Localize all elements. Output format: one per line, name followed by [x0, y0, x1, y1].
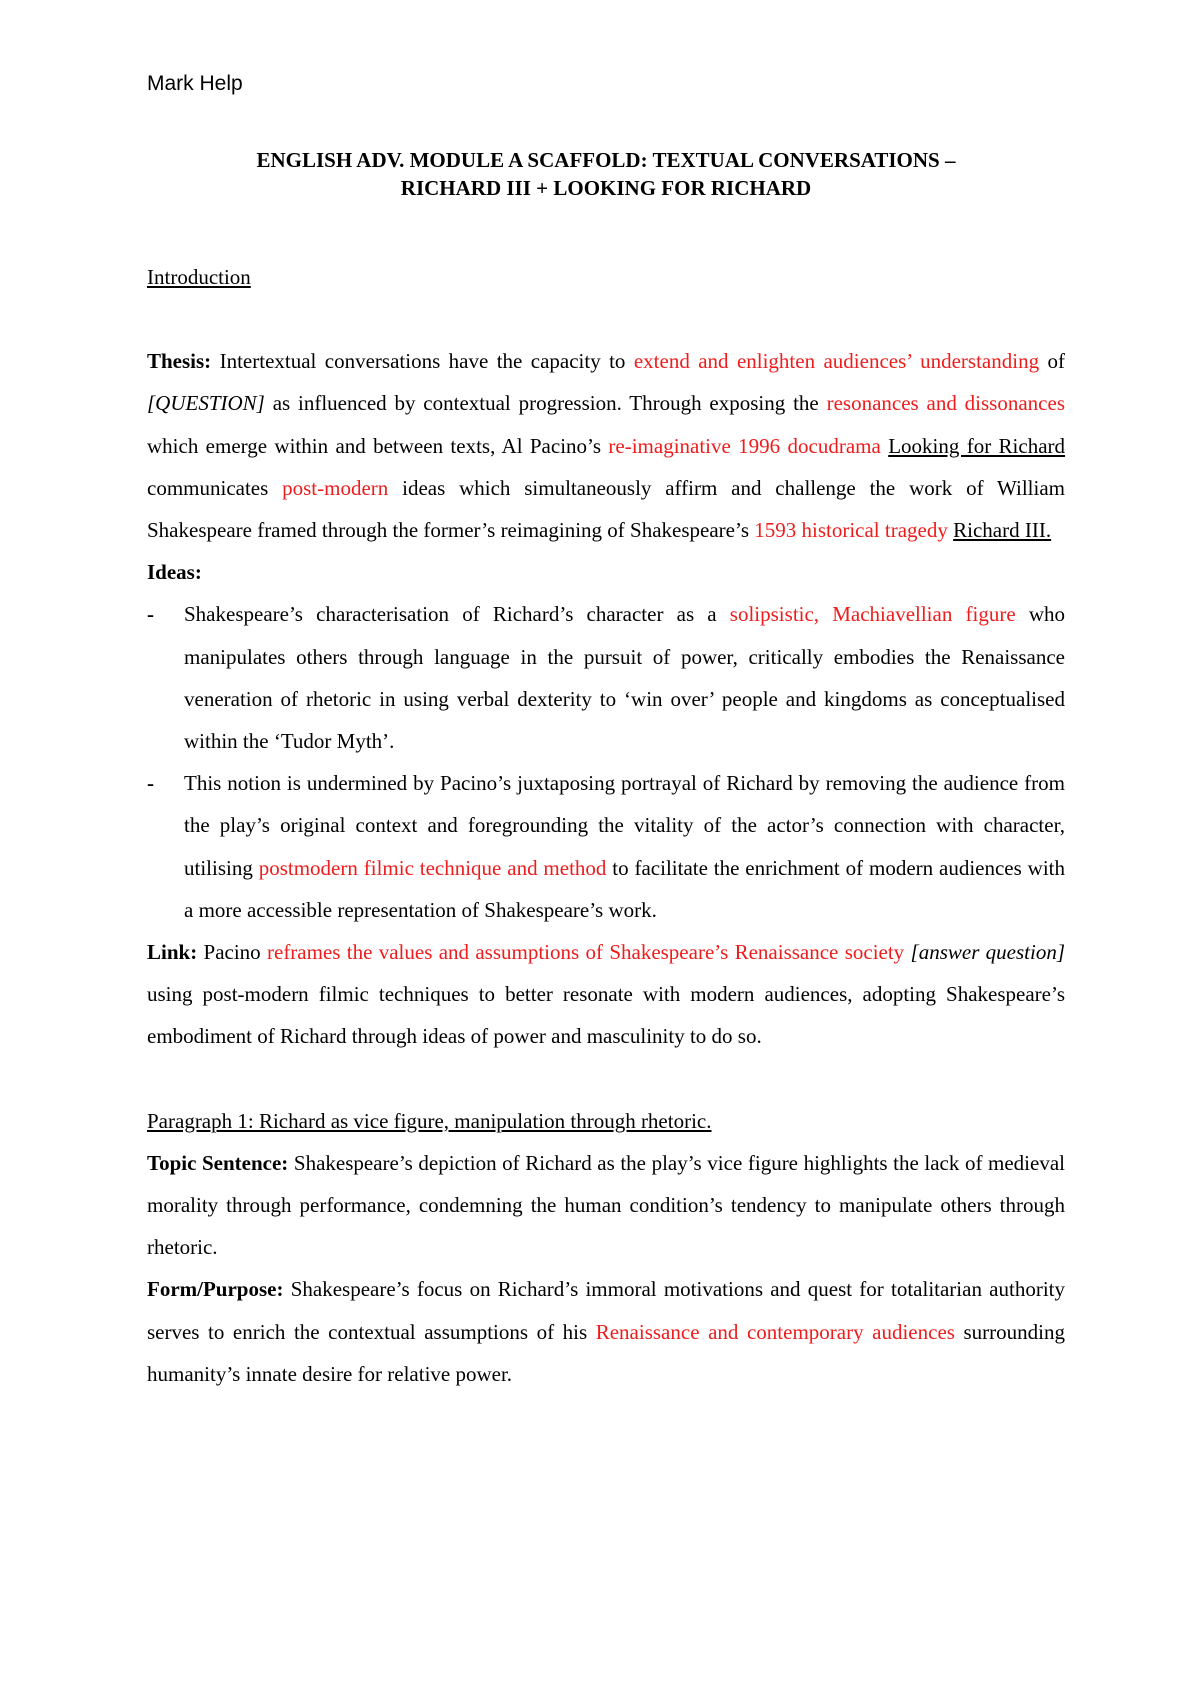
list-item	[147, 762, 1065, 931]
idea-highlight: postmodern filmic technique and method	[258, 855, 607, 880]
thesis-highlight: re-imaginative 1996 docudrama	[608, 433, 881, 458]
thesis-label: Thesis:	[147, 349, 212, 374]
title-line-1: ENGLISH ADV. MODULE A SCAFFOLD: TEXTUAL CONVERSATIONS –	[256, 148, 956, 172]
topic-sentence-text: Shakespeare’s depiction of Richard as the play’s vice figure highlights the lack of medieval morality through performance, condemning the human condition’s tendency to manipulate others through rhetoric.	[147, 1150, 1065, 1260]
thesis-highlight: extend and enlighten audiences’ understanding	[633, 349, 1040, 374]
idea-text: This notion is undermined by Pacino’s juxtaposing portrayal of Richard by removing the audience from the play’s original context and foregrounding the vitality of the actor’s connection with character, utilising	[184, 771, 1065, 880]
idea-text: Shakespeare’s characterisation of Richard’s character as a	[184, 602, 730, 627]
title-line-2: RICHARD III + LOOKING FOR RICHARD	[400, 176, 812, 200]
list-bullet: -	[147, 602, 154, 627]
ideas-list	[147, 593, 1065, 931]
form-purpose-highlight: Renaissance and contemporary audiences	[595, 1319, 955, 1344]
page-header: Mark Help	[147, 72, 243, 95]
thesis-text: communicates	[147, 475, 283, 500]
thesis-highlight: post-modern	[282, 475, 389, 500]
thesis-play-title: Richard III.	[953, 518, 1052, 543]
thesis-text: of	[1039, 349, 1065, 374]
idea-highlight: solipsistic, Machiavellian figure	[729, 602, 1016, 627]
form-purpose-paragraph	[147, 1268, 1065, 1395]
thesis-question-placeholder: [QUESTION]	[147, 391, 265, 416]
form-purpose-text: Shakespeare’s focus on Richard’s immoral motivations and quest for totalitarian authority serves to enrich the contextual assumptions of his	[147, 1277, 1065, 1344]
thesis-text: Intertextual conversations have the capacity to	[211, 349, 634, 374]
link-paragraph	[147, 931, 1065, 1058]
link-text: Pacino	[197, 940, 267, 965]
thesis-paragraph	[147, 340, 1065, 551]
list-bullet: -	[147, 771, 154, 796]
idea-text: to facilitate the enrichment of modern audiences with a more accessible representation of Shakespeare’s work.	[184, 855, 1065, 922]
link-question-placeholder: [answer question]	[910, 940, 1066, 965]
thesis-text: ideas which simultaneously affirm and challenge the work of William Shakespeare framed through the former’s reimagining of Shakespeare’s	[147, 475, 1065, 543]
ideas-label: Ideas:	[147, 560, 202, 585]
form-purpose-text: surrounding humanity’s innate desire for relative power.	[147, 1319, 1065, 1386]
thesis-text: which emerge within and between texts, Al Pacino’s	[147, 433, 609, 458]
document-body	[147, 256, 1065, 1395]
paragraph-1-heading: Paragraph 1: Richard as vice figure, manipulation through rhetoric.	[147, 1108, 712, 1133]
introduction-heading: Introduction	[147, 265, 251, 289]
spacer	[147, 298, 1065, 340]
topic-sentence-label: Topic Sentence:	[147, 1150, 289, 1175]
list-item	[147, 593, 1065, 762]
idea-text: who manipulates others through language in the pursuit of power, critically embodies the Renaissance veneration of rhetoric in using verbal dexterity to ‘win over’ people and kingdoms as conceptualised within the ‘Tudor Myth’.	[184, 602, 1065, 754]
link-label: Link:	[147, 940, 198, 965]
link-text: using post-modern filmic techniques to better resonate with modern audiences, adopting Shakespeare’s embodiment of Richard through ideas of power and masculinity to do so.	[147, 982, 1065, 1049]
document-title	[147, 146, 1065, 202]
form-purpose-label: Form/Purpose:	[147, 1277, 284, 1302]
thesis-highlight: 1593 historical tragedy	[754, 518, 948, 543]
thesis-film-title: Looking for Richard	[888, 433, 1066, 458]
topic-sentence-paragraph	[147, 1142, 1065, 1269]
thesis-highlight: resonances and dissonances	[826, 391, 1065, 416]
link-highlight: reframes the values and assumptions of Shakespeare’s Renaissance society	[267, 940, 905, 965]
spacer	[147, 1058, 1065, 1100]
thesis-text: as influenced by contextual progression. Through exposing the	[264, 391, 827, 416]
